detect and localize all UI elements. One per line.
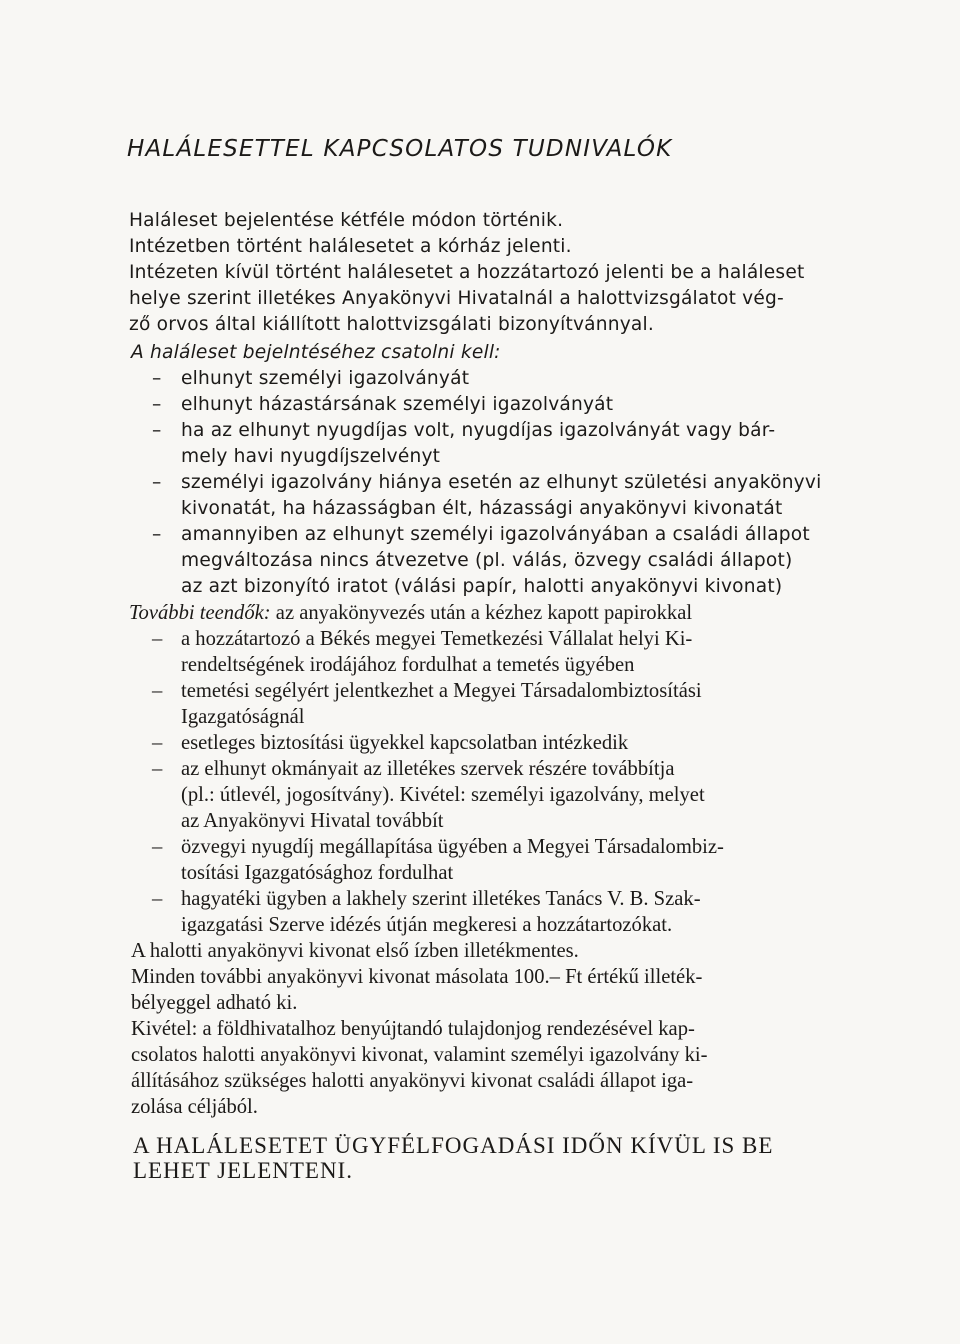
closing-line: bélyeggel adható ki. (131, 992, 298, 1014)
further-item: az elhunyt okmányait az illetékes szervek részére továbbítja (181, 758, 675, 780)
closing-line: zolása céljából. (131, 1096, 258, 1118)
dash-marker: – (152, 732, 163, 754)
attach-item: elhunyt házastársának személyi igazolványát (181, 394, 614, 415)
further-item: hagyatéki ügyben a lakhely szerint illetékes Tanács V. B. Szak- (181, 888, 701, 910)
further-heading-rest: az anyakönyvezés után a kézhez kapott papirokkal (270, 602, 693, 624)
attach-item: személyi igazolvány hiánya esetén az elhunyt születési anyakönyvi (181, 472, 822, 493)
attach-item-cont: az azt bizonyító iratot (válási papír, halotti anyakönyvi kivonat) (181, 576, 783, 597)
intro-line: ző orvos által kiállított halottvizsgálati bizonyítvánnyal. (129, 314, 654, 335)
final-notice-line: A HALÁLESETET ÜGYFÉLFOGADÁSI IDŐN KÍVÜL IS BE (133, 1133, 774, 1158)
further-heading: További teendők: (129, 602, 271, 624)
closing-line: állításához szükséges halotti anyakönyvi kivonat családi állapot iga- (131, 1070, 694, 1092)
closing-line: A halotti anyakönyvi kivonat első ízben illetékmentes. (131, 940, 579, 962)
attach-heading: A haláleset bejelntéséhez csatolni kell: (131, 342, 501, 363)
intro-line: Intézeten kívül történt halálesetet a hozzátartozó jelenti be a haláleset (129, 262, 805, 283)
dash-marker: – (152, 524, 162, 545)
attach-item-cont: kivonatát, ha házasságban élt, házassági anyakönyvi kivonatát (181, 498, 783, 519)
attach-item: elhunyt személyi igazolványát (181, 368, 470, 389)
further-item: temetési segélyért jelentkezhet a Megyei Társadalombiztosítási (181, 680, 702, 702)
intro-line: Haláleset bejelentése kétféle módon történik. (129, 210, 564, 231)
dash-marker: – (152, 368, 162, 389)
further-item-cont: rendeltségének irodájához fordulhat a temetés ügyében (181, 654, 635, 676)
page-title: HALÁLESETTEL KAPCSOLATOS TUDNIVALÓK (127, 136, 673, 162)
dash-marker: – (152, 888, 163, 910)
attach-item: ha az elhunyt nyugdíjas volt, nyugdíjas igazolványát vagy bár- (181, 420, 776, 441)
attach-item-cont: mely havi nyugdíjszelvényt (181, 446, 441, 467)
further-item: a hozzátartozó a Békés megyei Temetkezési Vállalat helyi Ki- (181, 628, 693, 650)
dash-marker: – (152, 394, 162, 415)
further-item-cont: tosítási Igazgatósághoz fordulhat (181, 862, 454, 884)
dash-marker: – (152, 420, 162, 441)
dash-marker: – (152, 472, 162, 493)
intro-line: Intézetben történt halálesetet a kórház jelenti. (129, 236, 572, 257)
further-item: esetleges biztosítási ügyekkel kapcsolatban intézkedik (181, 732, 629, 754)
closing-line: Minden további anyakönyvi kivonat másolata 100.– Ft értékű illeték- (131, 966, 703, 988)
further-item-cont: az Anyakönyvi Hivatal továbbít (181, 810, 444, 832)
final-notice-line: LEHET JELENTENI. (133, 1158, 353, 1183)
closing-line: Kivétel: a földhivatalhoz benyújtandó tulajdonjog rendezésével kap- (131, 1018, 695, 1040)
intro-line: helye szerint illetékes Anyakönyvi Hivatalnál a halottvizsgálatot vég- (129, 288, 784, 309)
dash-marker: – (152, 758, 163, 780)
further-item-cont: Igazgatóságnál (181, 706, 305, 728)
dash-marker: – (152, 680, 163, 702)
attach-item: amannyiben az elhunyt személyi igazolványában a családi állapot (181, 524, 810, 545)
further-item: özvegyi nyugdíj megállapítása ügyében a Megyei Társadalombiz- (181, 836, 724, 858)
closing-line: csolatos halotti anyakönyvi kivonat, valamint személyi igazolvány ki- (131, 1044, 708, 1066)
further-item-cont: (pl.: útlevél, jogosítvány). Kivétel: személyi igazolvány, melyet (181, 784, 705, 806)
further-item-cont: igazgatási Szerve idézés útján megkeresi a hozzátartozókat. (181, 914, 673, 936)
dash-marker: – (152, 628, 163, 650)
attach-item-cont: megváltozása nincs átvezetve (pl. válás, özvegy családi állapot) (181, 550, 793, 571)
dash-marker: – (152, 836, 163, 858)
further-heading-line (129, 600, 692, 626)
